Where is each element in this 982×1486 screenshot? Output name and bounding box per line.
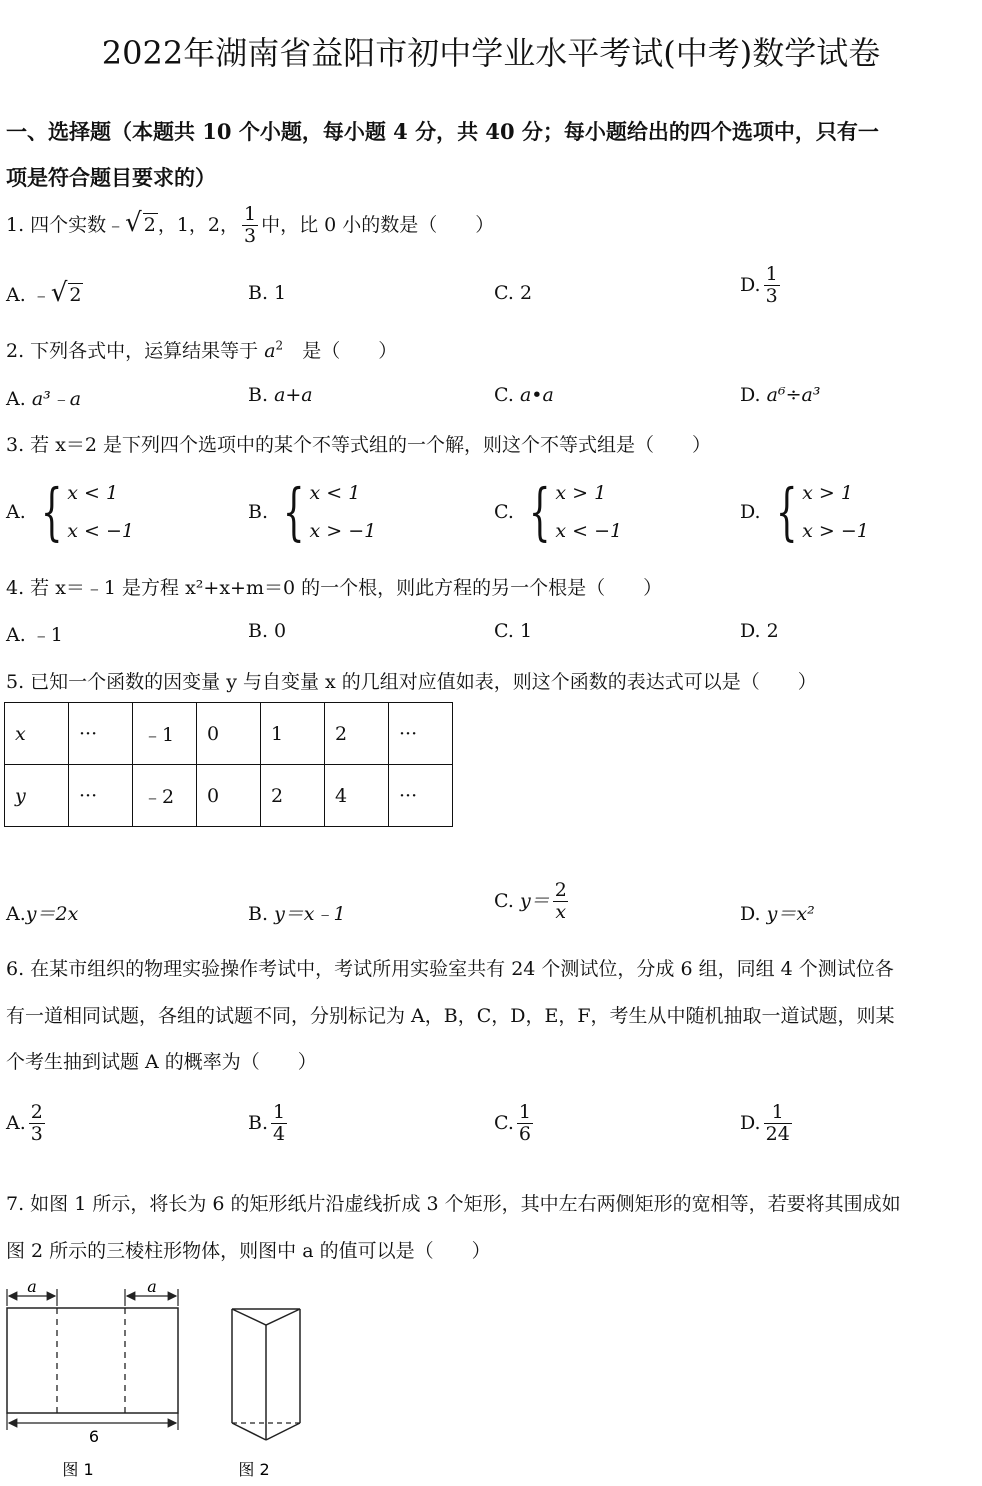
q1-option-c: C. 2 bbox=[494, 282, 533, 304]
sqrt-symbol: √ bbox=[50, 278, 68, 308]
q3-c-system bbox=[520, 474, 622, 550]
fig1-length-label: 6 bbox=[88, 1427, 100, 1446]
q2-c-expr: a•a bbox=[519, 384, 554, 406]
q2-pre: 2. 下列各式中，运算结果等于 bbox=[6, 340, 259, 362]
q2-a-label: A. bbox=[6, 388, 26, 410]
question-6-line3: 个考生抽到试题 A 的概率为（ ） bbox=[6, 1051, 317, 1073]
q5-option-c bbox=[494, 880, 572, 924]
q6-a-fraction bbox=[29, 1102, 45, 1146]
q6-c-num: 1 bbox=[518, 1101, 531, 1123]
q5-option-b bbox=[248, 899, 346, 926]
q6-b-label: B. bbox=[248, 1111, 269, 1134]
q6-b-num: 1 bbox=[273, 1101, 286, 1123]
q1-a-sqrt: 2 bbox=[69, 284, 82, 306]
q2-option-a bbox=[6, 384, 81, 411]
q3-d-system bbox=[767, 474, 869, 550]
q4-option-c: C. 1 bbox=[494, 620, 533, 642]
q3-option-b bbox=[248, 474, 376, 550]
table-cell: y bbox=[5, 765, 69, 827]
q6-option-b bbox=[248, 1102, 290, 1146]
q6-d-den: 24 bbox=[765, 1122, 790, 1145]
q3-a-line1: x < 1 bbox=[67, 482, 119, 504]
q6-a-den: 3 bbox=[30, 1122, 43, 1145]
q4-option-d: D. 2 bbox=[740, 620, 779, 642]
table-cell: ··· bbox=[389, 765, 453, 827]
q6-c-label: C. bbox=[494, 1111, 514, 1134]
q5-d-expr: y＝x² bbox=[766, 903, 815, 925]
q1-frac-den: 3 bbox=[244, 224, 257, 247]
q1-frac-num: 1 bbox=[244, 203, 257, 225]
fig1-caption: 图 1 bbox=[62, 1460, 94, 1479]
q3-b-system bbox=[274, 474, 376, 550]
q6-b-den: 4 bbox=[273, 1122, 286, 1145]
q6-c-fraction bbox=[517, 1102, 533, 1146]
q6-option-d bbox=[740, 1102, 795, 1146]
q2-b-label: B. bbox=[248, 384, 269, 406]
table-cell: x bbox=[5, 703, 69, 765]
q4-option-b: B. 0 bbox=[248, 620, 287, 642]
table-cell: 0 bbox=[197, 703, 261, 765]
q3-a-line2: x < −1 bbox=[67, 520, 134, 542]
q1-post: 中，比 0 小的数是（ ） bbox=[261, 213, 495, 236]
fig2-top-face bbox=[232, 1309, 300, 1325]
fig1-a-left-label: a bbox=[27, 1280, 37, 1296]
q1-d-fraction bbox=[764, 264, 780, 308]
q6-d-label: D. bbox=[740, 1111, 761, 1134]
question-2 bbox=[6, 336, 397, 363]
table-cell: 2 bbox=[261, 765, 325, 827]
q6-d-num: 1 bbox=[771, 1101, 784, 1123]
q3-d-line1: x > 1 bbox=[802, 482, 853, 504]
section-heading-line1: 一、选择题（本题共 10 个小题，每小题 4 分，共 40 分；每小题给出的四个选项中，只有一 bbox=[6, 119, 879, 144]
q3-option-c bbox=[494, 474, 622, 550]
table-cell: ··· bbox=[389, 703, 453, 765]
q4-option-a: A. ﹣1 bbox=[6, 624, 63, 646]
q2-base: a bbox=[264, 340, 276, 362]
q3-c-line1: x > 1 bbox=[555, 482, 607, 504]
q3-option-a bbox=[6, 474, 134, 550]
q6-option-a bbox=[6, 1102, 48, 1146]
q1-d-den: 3 bbox=[765, 284, 778, 307]
question-1 bbox=[6, 204, 494, 248]
table-cell: ﹣1 bbox=[133, 703, 197, 765]
q1-sqrt: 2 bbox=[143, 213, 156, 236]
table-cell: 1 bbox=[261, 703, 325, 765]
q2-option-c bbox=[494, 384, 554, 406]
table-row bbox=[5, 703, 453, 765]
table-cell: ··· bbox=[69, 765, 133, 827]
brace-symbol: { bbox=[775, 475, 798, 548]
q1-d-label: D. bbox=[740, 273, 761, 296]
q5-c-fraction bbox=[553, 880, 569, 924]
page-title: 2022年湖南省益阳市初中学业水平考试(中考)数学试卷 bbox=[101, 34, 881, 72]
q6-c-den: 6 bbox=[518, 1122, 531, 1145]
table-cell: 4 bbox=[325, 765, 389, 827]
q2-option-d bbox=[740, 384, 820, 406]
q2-d-label: D. bbox=[740, 384, 761, 406]
q5-b-label: B. bbox=[248, 903, 269, 925]
table-cell: ﹣2 bbox=[133, 765, 197, 827]
q5-d-label: D. bbox=[740, 903, 761, 925]
brace-symbol: { bbox=[40, 475, 63, 548]
fig2-caption: 图 2 bbox=[238, 1460, 270, 1479]
q6-b-fraction bbox=[271, 1102, 287, 1146]
q1-option-d bbox=[740, 264, 783, 308]
table-cell: ··· bbox=[69, 703, 133, 765]
q3-d-label: D. bbox=[740, 501, 761, 523]
q3-b-line1: x < 1 bbox=[309, 482, 361, 504]
question-7-line1: 7. 如图 1 所示，将长为 6 的矩形纸片沿虚线折成 3 个矩形，其中左右两侧矩形的宽相等，若要将其围成如 bbox=[6, 1193, 901, 1215]
value-table bbox=[4, 702, 453, 827]
fig1-rectangle bbox=[7, 1308, 178, 1413]
q5-option-d bbox=[740, 899, 815, 926]
q1-mid: ，1，2， bbox=[157, 213, 240, 236]
question-6-line1: 6. 在某市组织的物理实验操作考试中，考试所用实验室共有 24 个测试位，分成 6 组，同组 4 个测试位各 bbox=[6, 958, 894, 980]
brace-symbol: { bbox=[528, 475, 551, 548]
fig1-a-right-label: a bbox=[147, 1280, 157, 1296]
q1-d-num: 1 bbox=[765, 263, 778, 285]
q5-c-pre: y＝ bbox=[519, 889, 550, 912]
q5-a-label: A. bbox=[6, 903, 26, 925]
q2-exp: 2 bbox=[275, 338, 284, 353]
table-row bbox=[5, 765, 453, 827]
q3-b-label: B. bbox=[248, 501, 269, 523]
q3-d-line2: x > −1 bbox=[802, 520, 869, 542]
q5-b-expr: y＝x﹣1 bbox=[274, 903, 346, 925]
table-cell: 2 bbox=[325, 703, 389, 765]
q3-a-label: A. bbox=[6, 501, 26, 523]
q3-b-line2: x > −1 bbox=[309, 520, 377, 542]
table-cell: 0 bbox=[197, 765, 261, 827]
q1-fraction bbox=[242, 204, 258, 248]
brace-symbol: { bbox=[282, 475, 305, 548]
q5-a-expr: y＝2x bbox=[25, 903, 79, 925]
q3-c-line2: x < −1 bbox=[555, 520, 623, 542]
q6-a-num: 2 bbox=[30, 1101, 43, 1123]
q5-c-num: 2 bbox=[554, 879, 567, 901]
q1-option-a bbox=[6, 280, 83, 307]
q1-pre: 1. 四个实数﹣ bbox=[6, 213, 126, 236]
q5-c-label: C. bbox=[494, 889, 514, 912]
question-7-line2: 图 2 所示的三棱柱形物体，则图中 a 的值可以是（ ） bbox=[6, 1240, 491, 1262]
sqrt-symbol: √ bbox=[125, 207, 142, 238]
question-4: 4. 若 x＝﹣1 是方程 x²+x+m＝0 的一个根，则此方程的另一个根是（ ） bbox=[6, 577, 663, 599]
q5-c-den: x bbox=[555, 900, 567, 923]
question-3: 3. 若 x＝2 是下列四个选项中的某个不等式组的一个解，则这个不等式组是（ ） bbox=[6, 434, 712, 456]
q2-a-expr: a³﹣a bbox=[31, 388, 82, 410]
q6-option-c bbox=[494, 1102, 536, 1146]
q2-option-b bbox=[248, 384, 313, 406]
q3-c-label: C. bbox=[494, 501, 514, 523]
question-5: 5. 已知一个函数的因变量 y 与自变量 x 的几组对应值如表，则这个函数的表达式可以是（ ） bbox=[6, 671, 817, 693]
q3-option-d bbox=[740, 474, 869, 550]
q2-post: 是（ ） bbox=[302, 340, 398, 362]
q2-b-expr: a+a bbox=[274, 384, 313, 406]
q3-a-system bbox=[32, 474, 134, 550]
figure-2-prism bbox=[220, 1295, 320, 1486]
q6-a-label: A. bbox=[6, 1111, 26, 1134]
figure-1-folding-diagram bbox=[0, 1280, 200, 1486]
q1-option-b: B. 1 bbox=[248, 282, 287, 304]
q1-a-label: A. ﹣ bbox=[6, 284, 51, 306]
q2-c-label: C. bbox=[494, 384, 514, 406]
question-6-line2: 有一道相同试题，各组的试题不同，分别标记为 A，B，C，D，E，F，考生从中随机抽取一道试题，则某 bbox=[6, 1005, 895, 1027]
q2-d-expr: a⁶÷a³ bbox=[766, 384, 821, 406]
q6-d-fraction bbox=[764, 1102, 792, 1146]
section-heading-line2: 项是符合题目要求的） bbox=[6, 165, 216, 190]
q5-option-a bbox=[6, 899, 78, 926]
